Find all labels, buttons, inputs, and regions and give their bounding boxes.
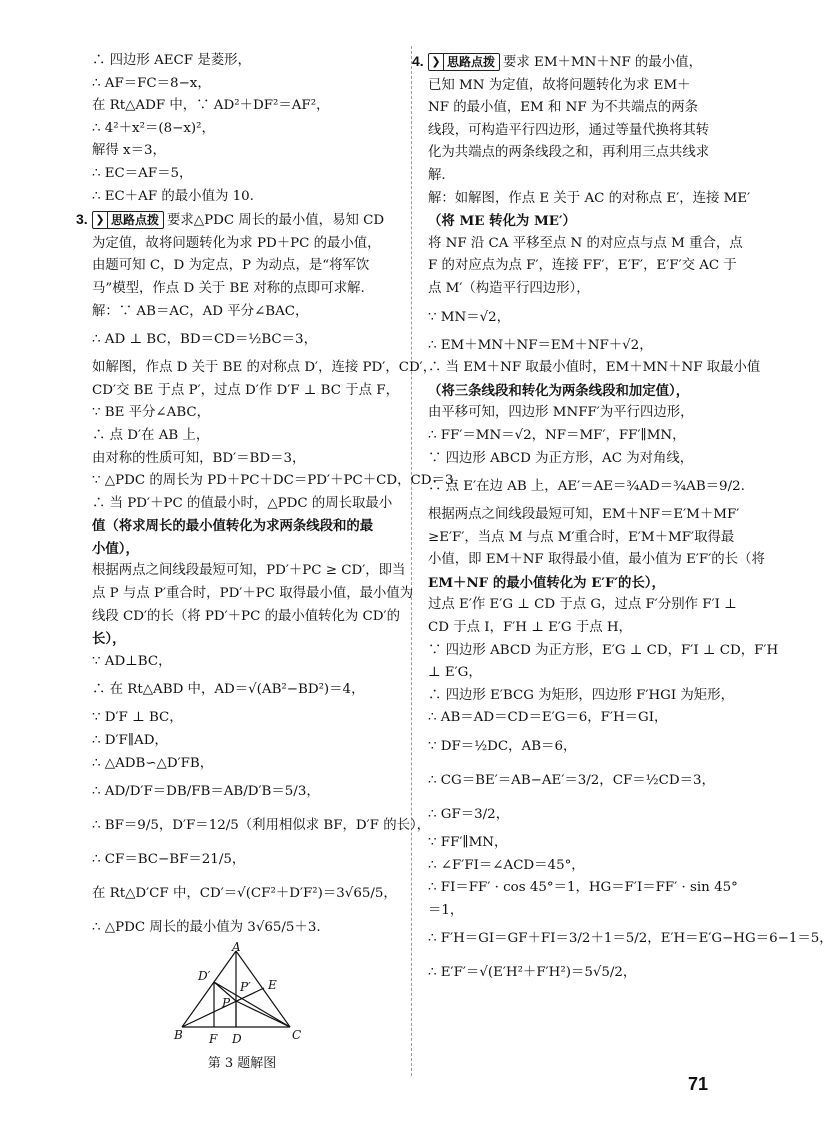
solution-line: 点 M′（构造平行四边形）， <box>428 280 590 296</box>
text-line: ∴ AF＝FC＝8−x， <box>92 75 211 91</box>
solution-line: 小值）， <box>92 540 139 557</box>
solution-line: 过点 E′作 E′G ⊥ CD 于点 G，过点 F′分别作 F′I ⊥ <box>428 597 737 613</box>
solution-line: ∴ AD/D′F＝DB/FB＝AB/D′B＝5/3， <box>92 784 320 800</box>
text-line: ∴ EC＋AF 的最小值为 10. <box>92 188 254 204</box>
solution-line: 长）， <box>92 631 126 648</box>
column-divider <box>411 46 412 1076</box>
text-line: ∴ EC＝AF＝5， <box>92 165 193 181</box>
label-B: B <box>174 1028 183 1043</box>
label-D: D <box>232 1032 242 1047</box>
solution-line: ∴ △PDC 周长的最小值为 3√65/5＋3. <box>92 920 321 936</box>
solution-line: 根据两点之间线段最短可知，EM＋NF＝E′M＋MF′ <box>428 507 740 523</box>
label-C: C <box>292 1028 302 1043</box>
right-column <box>412 50 833 990</box>
q3-figure <box>92 940 392 1075</box>
solution-line: EM＋NF 的最小值转化为 E′F′的长）， <box>428 574 665 591</box>
solution-line: CD′交 BE 于点 P′，过点 D′作 D′F ⊥ BC 于点 F， <box>92 382 399 398</box>
question-number: 3. <box>76 211 88 228</box>
solution-line: 将 NF 沿 CA 平移至点 N 的对应点与点 M 重合，点 <box>428 235 743 251</box>
solution-line: ∴ 当 EM＋NF 取最小值时，EM＋MN＋NF 取最小值 <box>428 360 761 376</box>
solution-line: ＝1， <box>428 902 464 918</box>
hint-tag <box>92 211 164 229</box>
chevron-right-icon: ❯ <box>93 212 108 228</box>
label-F: F <box>209 1032 218 1047</box>
page-number: 71 <box>688 1074 709 1094</box>
solution-line: 值（将求周长的最小值转化为求两条线段和的最 <box>92 518 374 535</box>
hint-tag-label: 思路点拨 <box>447 55 496 69</box>
solution-line: （将三条线段和转化为两条线段和加定值）， <box>428 382 690 399</box>
solution-line: ∴ ∠F′FI＝∠ACD＝45°， <box>428 857 585 873</box>
solution-line: ∴ F′H＝GI＝GF＋FI＝3/2＋1＝5/2，E′H＝E′G−HG＝6−1＝5， <box>428 931 833 947</box>
solution-line: CD 于点 I，F′H ⊥ E′G 于点 H， <box>428 620 632 636</box>
triangle-diagram <box>174 940 304 1049</box>
solution-line: 点 P 与点 P′重合时，PD′＋PC 取得最小值，最小值为 <box>92 586 414 602</box>
solution-line: ∵ D′F ⊥ BC， <box>92 710 183 726</box>
solution-line: ∴ 当 PD′＋PC 的值最小时，△PDC 的周长取最小 <box>92 495 393 511</box>
q3-intro-block <box>76 208 392 300</box>
text-line: 解得 x＝3， <box>92 143 166 159</box>
solution-line: ∵ △PDC 的周长为 PD＋PC＋DC＝PD′＋PC＋CD，CD＝3， <box>92 473 467 489</box>
solution-line: ≥E′F′，当点 M 与点 M′重合时，E′M＋MF′取得最 <box>428 529 735 545</box>
solution-line: ∴ EM＋MN＋NF＝EM＋NF＋√2， <box>428 337 653 353</box>
solution-line: ∴ D′F∥AD， <box>92 733 168 749</box>
hint-tag-label: 思路点拨 <box>111 213 160 228</box>
hint-text: 要求 EM＋MN＋NF 的最小值，已知 MN 为定值，故将问题转化为求 EM＋NF 的最小值，EM 和 NF 为不共端点的两条线段，可构造平行四边形，通过等量代换将其转化为共端点的两条线段之和，再利用三点共线求解. <box>428 55 710 183</box>
solution-line: ∴ GF＝3/2， <box>428 807 510 823</box>
solution-line: ∴ FI＝FF′ · cos 45°＝1，HG＝F′I＝FF′ · sin 45° <box>428 880 738 896</box>
question-number: 4. <box>412 53 424 69</box>
chevron-right-icon: ❯ <box>429 54 444 70</box>
solution-line: 解：∵ AB＝AC，AD 平分∠BAC， <box>92 303 309 319</box>
solution-line: ∴ FF′＝MN＝√2，NF＝MF′，FF′∥MN， <box>428 427 686 443</box>
text-line: ∴ 4²＋x²＝(8−x)²， <box>92 120 215 136</box>
label-E: E <box>268 978 277 993</box>
solution-line: （将 ME 转化为 ME′） <box>428 213 576 230</box>
solution-line: 线段 CD′的长（将 PD′＋PC 的最小值转化为 CD′的 <box>92 608 400 624</box>
solution-line: ⊥ E′G， <box>428 665 482 681</box>
solution-line: 由平移可知，四边形 MNFF′为平行四边形， <box>428 405 694 421</box>
solution-line: 根据两点之间线段最短可知，PD′＋PC ≥ CD′，即当 <box>92 563 406 579</box>
solution-line: ∵ DF＝½DC，AB＝6， <box>428 739 577 755</box>
text-line: ∴ 四边形 AECF 是菱形， <box>92 53 251 68</box>
solution-line: 由对称的性质可知，BD′＝BD＝3， <box>92 450 306 466</box>
solution-line: 如解图，作点 D 关于 BE 的对称点 D′，连接 PD′，CD′， <box>92 360 437 376</box>
figure-caption: 第 3 题解图 <box>207 1056 277 1072</box>
hint-text: 要求△PDC 周长的最小值，易知 CD 为定值，故将问题转化为求 PD＋PC 的最小值，由题可知 C，D 为定点，P 为动点，是“将军饮马”模型，作点 D 关于 BE 对称的点即可求解. <box>92 213 385 296</box>
label-P: P <box>222 996 231 1011</box>
label-P-prime: P′ <box>240 980 251 995</box>
solution-line: F 的对应点为点 F′，连接 FF′，E′F′，E′F′交 AC 于 <box>428 258 737 274</box>
solution-line: 解：如解图，作点 E 关于 AC 的对称点 E′，连接 ME′ <box>428 190 751 206</box>
solution-line: ∴ 四边形 E′BCG 为矩形，四边形 F′HGI 为矩形， <box>428 687 734 703</box>
solution-line: ∴ AD ⊥ BC，BD＝CD＝½BC＝3， <box>92 332 317 348</box>
solution-line: ∴ BF＝9/5，D′F＝12/5（利用相似求 BF，D′F 的长）， <box>92 818 431 834</box>
solution-line: 在 Rt△D′CF 中，CD′＝√(CF²＋D′F²)＝3√65/5， <box>92 886 397 902</box>
solution-line: ∴ 在 Rt△ABD 中，AD＝√(AB²−BD²)＝4， <box>92 682 365 698</box>
solution-line: ∵ 四边形 ABCD 为正方形，AC 为对角线， <box>428 450 694 466</box>
solution-line: ∵ AD⊥BC， <box>92 653 172 669</box>
label-D-prime: D′ <box>198 969 211 984</box>
solution-line: ∴ AB＝AD＝CD＝E′G＝6，F′H＝GI， <box>428 710 668 726</box>
hint-tag <box>428 53 500 71</box>
solution-line: ∴ CF＝BC−BF＝21/5， <box>92 852 246 868</box>
solution-line: ∵ MN＝√2， <box>428 309 511 325</box>
text-line: 在 Rt△ADF 中，∵ AD²＋DF²＝AF²， <box>92 98 330 114</box>
solution-line: ∴ △ADB∽△D′FB， <box>92 755 214 771</box>
solution-line: ∴ 点 E′在边 AB 上，AE′＝AE＝¾AD＝¾AB＝9/2. <box>428 479 745 495</box>
q4-intro-block <box>412 50 710 188</box>
solution-line: ∴ 点 D′在 AB 上， <box>92 427 210 443</box>
solution-line: ∴ E′F′＝√(E′H²＋F′H²)＝5√5/2， <box>428 965 637 981</box>
solution-line: ∵ FF′∥MN， <box>428 835 508 851</box>
solution-line: ∵ BE 平分∠ABC， <box>92 405 211 421</box>
label-A: A <box>232 940 241 955</box>
solution-line: ∵ 四边形 ABCD 为正方形，E′G ⊥ CD，F′I ⊥ CD，F′H <box>428 642 779 658</box>
solution-line: ∴ CG＝BE′＝AB−AE′＝3/2，CF＝½CD＝3， <box>428 773 715 789</box>
solution-line: 小值，即 EM＋NF 取得最小值，最小值为 E′F′的长（将 <box>428 552 765 568</box>
